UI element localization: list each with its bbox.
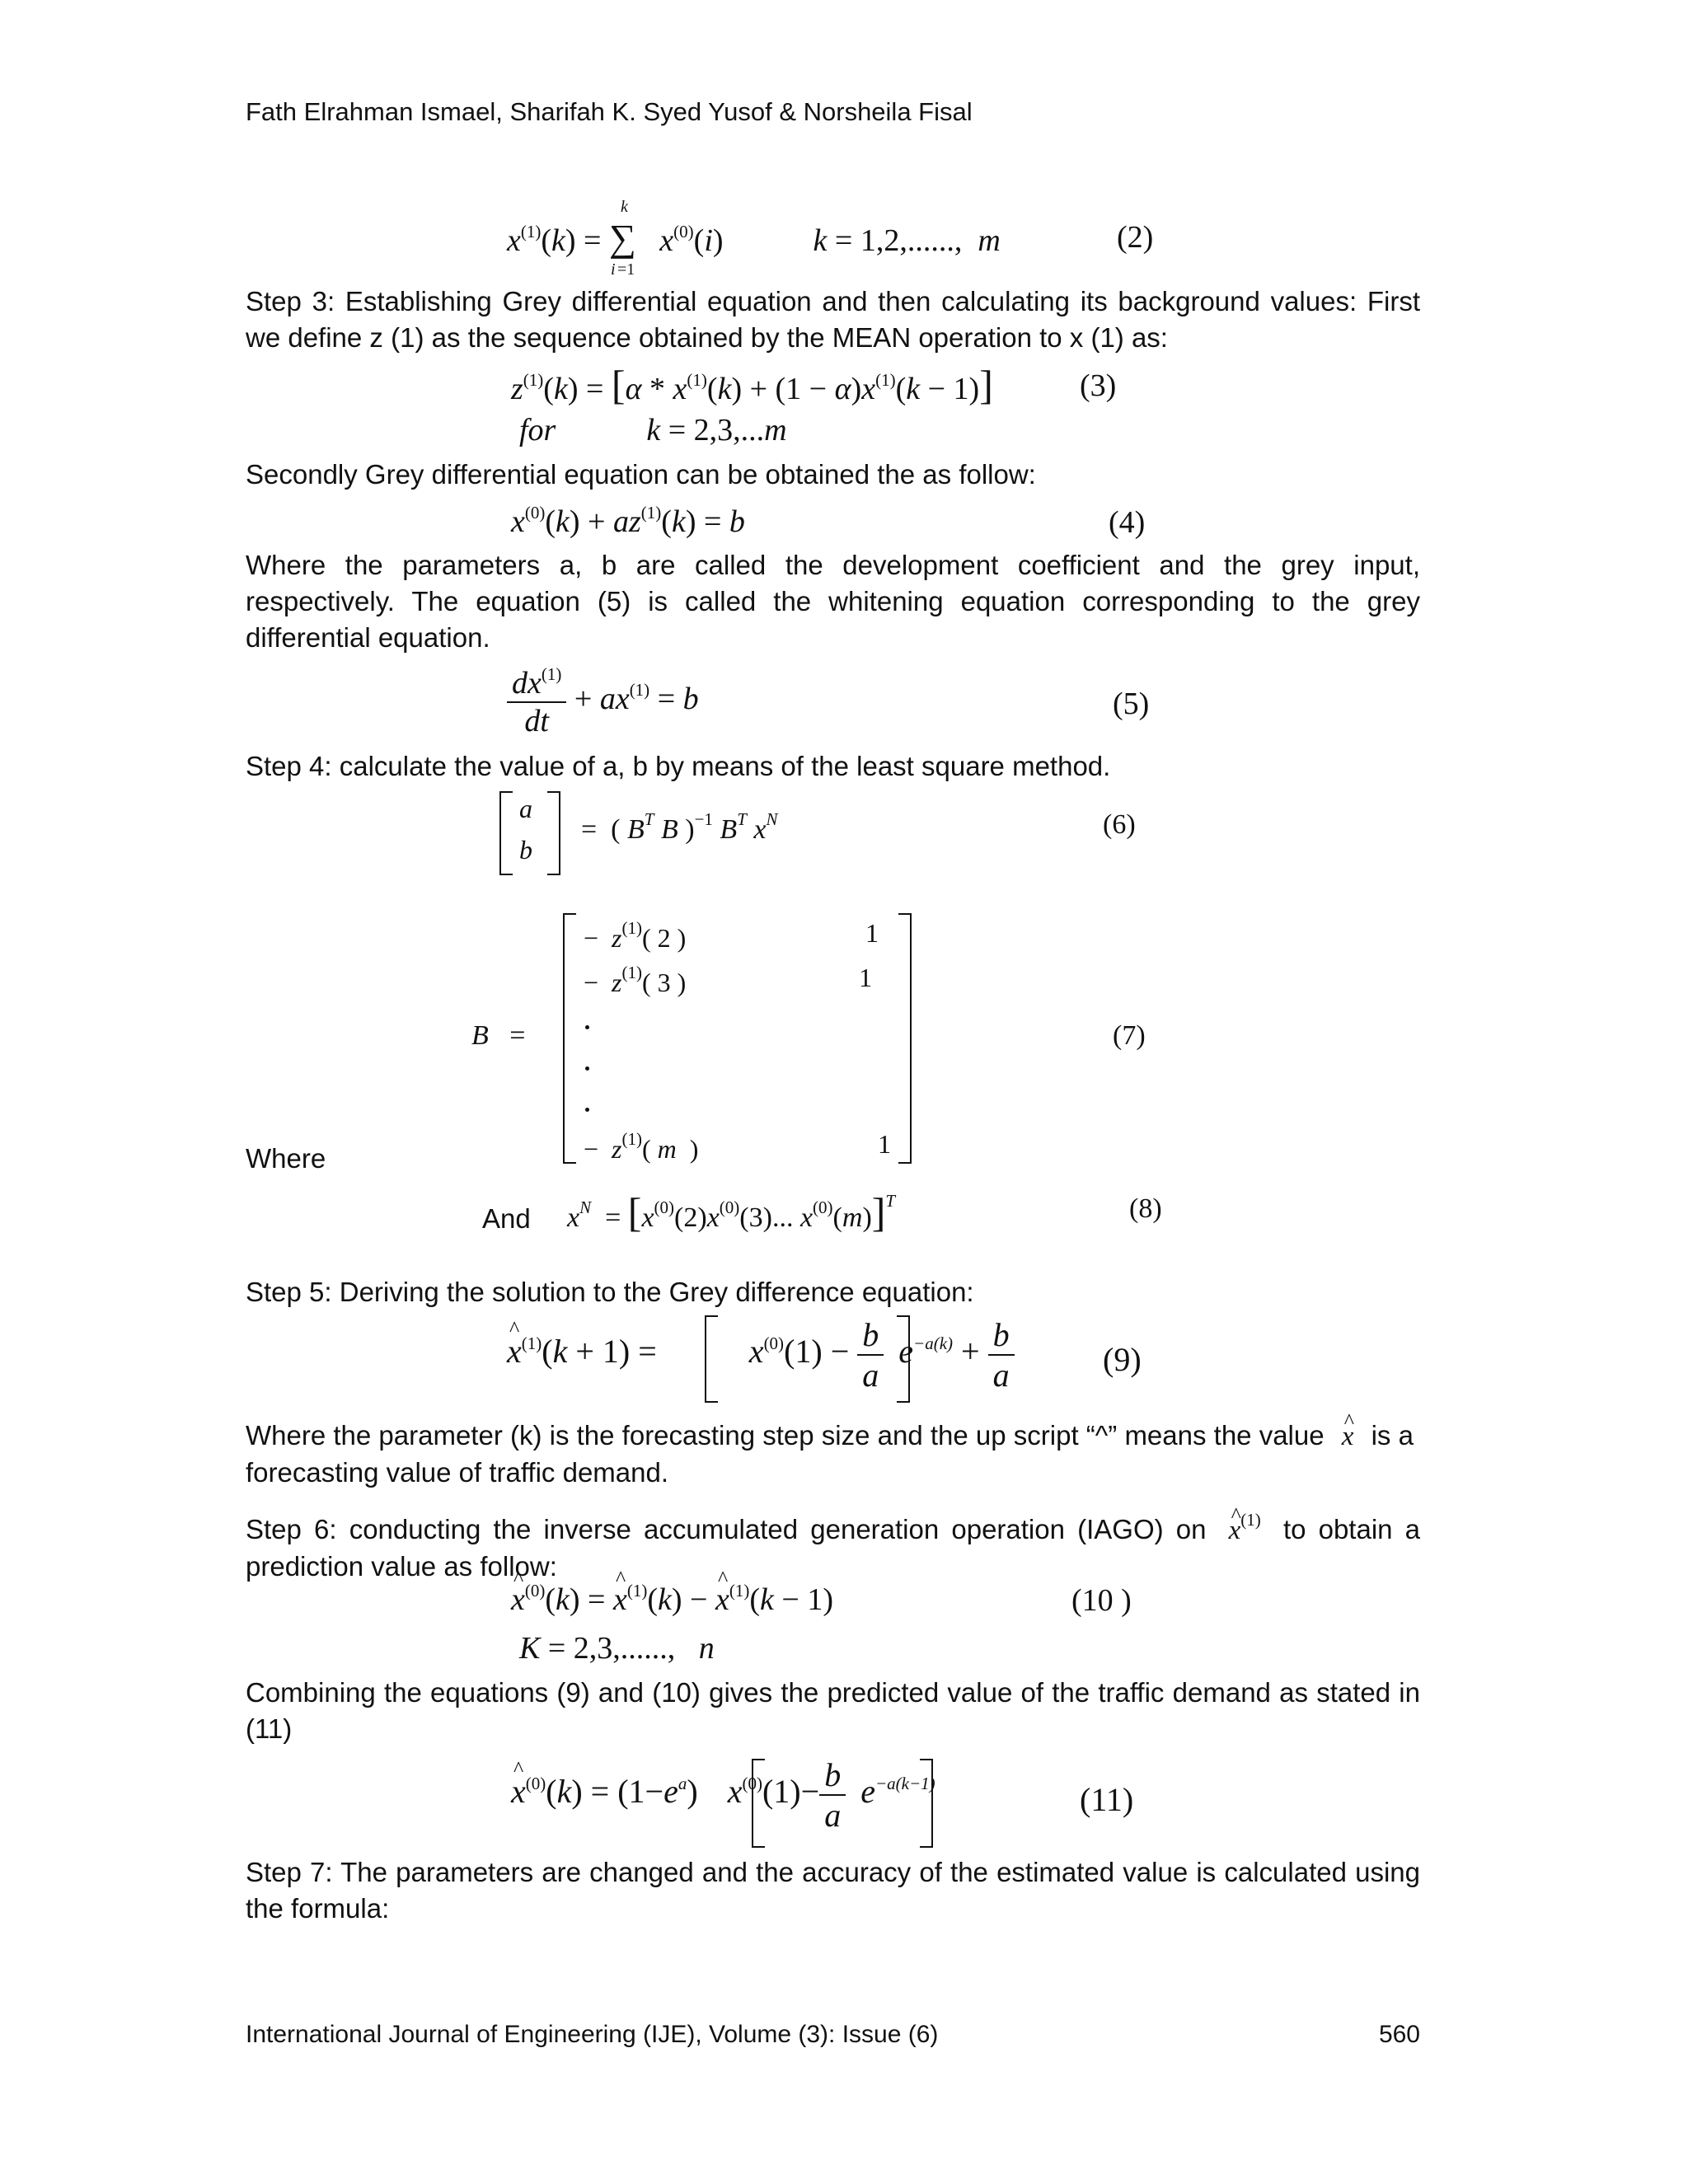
equation-number-3: (3) [1080,368,1117,403]
step6-paragraph [246,1502,1420,1585]
secondly-paragraph: Secondly Grey differential equation can be obtained the as follow: [246,459,1036,490]
where-k-paragraph [246,1418,1420,1491]
equation-9: ^ $x^{(1)}(k + 1) = x^{(0)}(1)$ − $\frac{b}{a}$ $e^{-a(k)}$ + $\frac{b}{a}$ [507,1315,1015,1394]
x-hat-symbol: ^ x [1342,1418,1354,1455]
equation-6: = ( $B^T$ B )$^{-1}$ $B^T$ $x^N$ [581,809,778,845]
matrix-B-row-m: − $z^{(1)}$( m ) [584,1129,699,1164]
and-label: And [482,1203,531,1234]
step6-text-1: Step 6: conducting the inverse accumulated generation operation (IAGO) on [246,1514,1207,1544]
matrix-B-right-bracket [898,913,912,1164]
equation-number-2: (2) [1117,220,1154,255]
running-header: Fath Elrahman Ismael, Sharifah K. Syed Yusof & Norsheila Fisal [246,97,973,126]
equation-9-left-bracket [705,1315,718,1403]
equation-3: $z^{(1)}(k) = [\alpha * x^{(1)}(k) + (1 - \alpha)x^{(1)}(k - 1)]$ [511,362,993,408]
equation-10: ^ $x^{(0)}(k)$ = ^ $x^{(1)}(k)$ − ^ $x^{(1)}(k - 1)$ [511,1581,833,1618]
matrix-B-row-2-one: 1 [859,963,872,992]
vector-ab: a b [519,794,532,865]
equation-9-right-bracket [897,1315,910,1403]
where-k-text-2: is a forecasting value of traffic demand. [246,1420,1414,1488]
step6-text-2: to obtain a prediction value as follow: [246,1514,1421,1582]
footer-page-number: 560 [1378,2021,1420,2048]
equation-8: $x^N = [x^{(0)}(2)x^{(0)}(3)$... $x^{(0)}(m)]^T$ [567,1189,896,1235]
equation-number-8: (8) [1129,1193,1162,1224]
equation-11-left-bracket [752,1759,765,1848]
equation-number-11: (11) [1080,1781,1134,1818]
equation-5: $\frac{dx^{(1)}}{dt}$ + $ax^{(1)} = b$ [507,664,699,739]
matrix-dot-3 [585,1108,589,1112]
equation-number-7: (7) [1113,1020,1146,1051]
equation-number-4: (4) [1109,505,1146,540]
x-hat-1-symbol: ^ $x^{(1)}$ [1229,1516,1261,1545]
matrix-B-label: B = [471,1020,526,1051]
matrix-B-row-m-one: 1 [878,1129,891,1159]
step7-paragraph: Step 7: The parameters are changed and the accuracy of the estimated value is calculated using the formula: [246,1857,1420,1924]
step3-paragraph: Step 3: Establishing Grey differential equation and then calculating its background values: First we define z (1) as the sequence obtained by the MEAN operation to x (1) as: [246,286,1420,353]
matrix-B-row-2: − $z^{(1)}$( 3 ) [584,963,687,997]
matrix-dot-1 [585,1025,589,1029]
equation-3-condition: for k = 2,3,...m [519,413,787,448]
step4-paragraph: Step 4: calculate the value of a, b by means of the least square method. [246,751,1111,781]
equation-number-6: (6) [1103,809,1136,840]
equation-number-10: (10 ) [1071,1583,1132,1618]
matrix-B-row-1: − $z^{(1)}$( 2 ) [584,918,687,953]
step5-paragraph: Step 5: Deriving the solution to the Grey difference equation: [246,1277,974,1307]
vector-ab-left-bracket [499,791,513,875]
equation-2: $x^{(1)}(k)$ = ∑ k i =1 $x^{(0)}(i) k = 1,2$,......, m [507,198,1001,279]
equation-11: ^ $x^{(0)}(k) = (1-e^a)$ $x^{(0)}(1)-$ $\frac{b}{a}$ $e^{-a(k-1)}$ [511,1755,935,1835]
equation-number-5: (5) [1113,687,1150,721]
equation-number-9: (9) [1103,1341,1142,1378]
equation-4: $x^{(0)}(k) + az^{(1)}(k) = b$ [511,503,745,539]
vector-ab-right-bracket [547,791,560,875]
equation-11-right-bracket [920,1759,933,1848]
combining-paragraph: Combining the equations (9) and (10) gives the predicted value of the traffic demand as stated in (11) [246,1677,1420,1744]
where-k-text-1: Where the parameter (k) is the forecasting step size and the up script “^” means the value [246,1420,1325,1451]
where-label: Where [246,1143,326,1174]
matrix-B-row-1-one: 1 [865,918,879,948]
matrix-B-left-bracket [563,913,576,1164]
equation-10-condition: K = 2,3,......, n [519,1631,715,1666]
footer-journal: International Journal of Engineering (IJE), Volume (3): Issue (6) [246,2021,939,2048]
matrix-dot-2 [585,1066,589,1071]
where-parameters-paragraph: Where the parameters a, b are called the development coefficient and the grey input, respectively. The equation (5) is called the whitening equation corresponding to the grey differential equation. [246,550,1420,653]
